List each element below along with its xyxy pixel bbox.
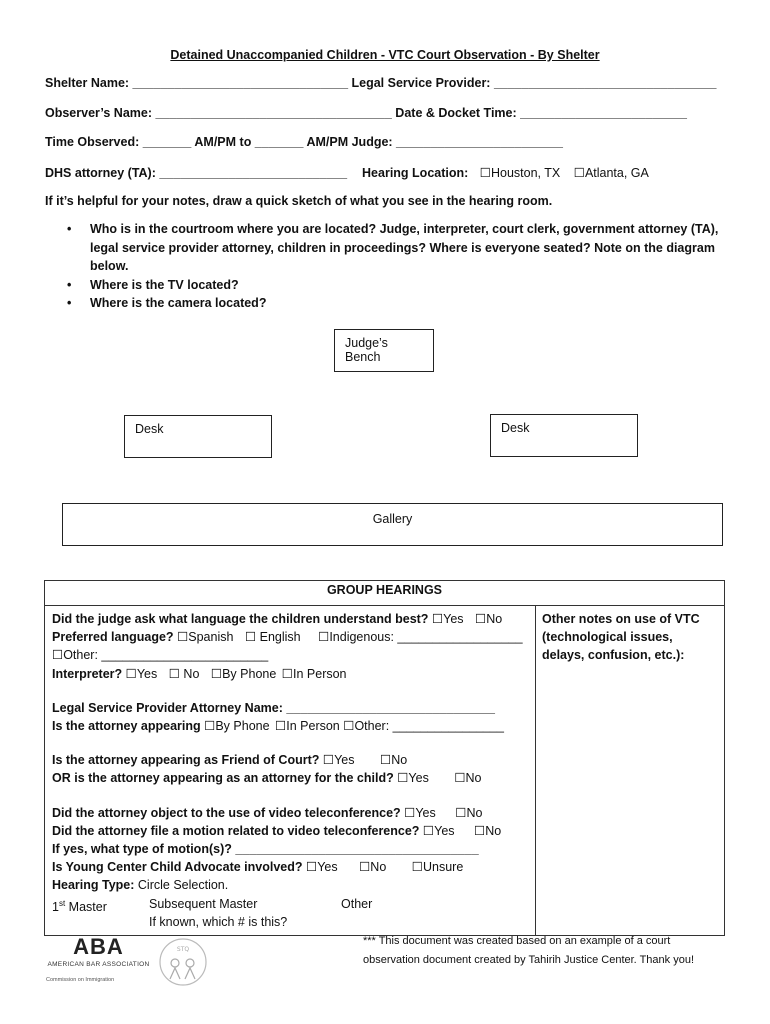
desk-left-label: Desk (135, 422, 164, 436)
young-center-unsure-checkbox[interactable]: ☐Unsure (411, 860, 464, 875)
group-hearings-table (44, 580, 725, 936)
sketch-prompt: If it’s helpful for your notes, draw a quick sketch of what you see in the hearing room. (45, 194, 553, 208)
attorney-name-field[interactable]: Legal Service Provider Attorney Name: ______________________________ (52, 700, 495, 715)
child-attorney-yes-checkbox[interactable]: ☐Yes (397, 771, 429, 786)
interpreter-person-checkbox[interactable]: ☐In Person (281, 666, 347, 681)
preferred-language-row: Preferred language? ☐Spanish ☐ English ☐Indigenous: __________________ (52, 630, 523, 645)
footer-note-line-2: observation document created by Tahirih Justice Center. Thank you! (363, 954, 695, 966)
object-vtc-row: Did the attorney object to the use of video teleconference? ☐Yes ☐No (52, 805, 483, 820)
list-item: • Where is the TV located? (45, 276, 725, 295)
motion-vtc-row: Did the attorney file a motion related to video teleconference? ☐Yes ☐No (52, 823, 502, 838)
aba-logo (46, 935, 151, 990)
instruction-list (45, 220, 725, 313)
seal-logo (158, 937, 208, 987)
first-master-option[interactable]: 1st Master (52, 898, 107, 914)
hearing-type-row: Hearing Type: Circle Selection. (52, 878, 229, 893)
which-number-prompt: If known, which # is this? (149, 914, 288, 929)
notes-label: Other notes on use of VTC (technological issues, delays, confusion, etc.): (542, 612, 700, 663)
aba-logo-text: ABA (73, 934, 124, 959)
notes-cell[interactable] (536, 606, 725, 936)
list-item: • Where is the camera located? (45, 294, 725, 313)
questions-cell (45, 606, 536, 936)
young-center-no-checkbox[interactable]: ☐No (359, 860, 387, 875)
hearing-type-options (52, 895, 528, 913)
friend-of-court-row: Is the attorney appearing as Friend of Court? ☐Yes ☐No (52, 753, 408, 768)
judges-bench-label: Judge’s Bench (345, 336, 388, 364)
interpreter-phone-checkbox[interactable]: ☐By Phone (210, 666, 277, 681)
language-question: Did the judge ask what language the children understand best? ☐Yes ☐No (52, 612, 503, 626)
houston-checkbox[interactable]: ☐Houston, TX (479, 166, 561, 180)
gallery-label: Gallery (372, 512, 413, 526)
interpreter-no-checkbox[interactable]: ☐ No (168, 666, 200, 681)
time-judge-line[interactable]: Time Observed: _______ AM/PM to _______ AM/PM Judge: ________________________ (45, 135, 563, 149)
seal-text: STQ (176, 946, 190, 953)
young-center-yes-checkbox[interactable]: ☐Yes (306, 860, 338, 875)
english-checkbox[interactable]: ☐ English (244, 630, 301, 645)
desk-left-box[interactable] (124, 415, 272, 458)
desk-right-box[interactable] (490, 414, 638, 457)
desk-right-label: Desk (501, 421, 530, 435)
object-no-checkbox[interactable]: ☐No (455, 805, 483, 820)
judges-bench-box[interactable] (334, 329, 434, 372)
attorney-other-checkbox[interactable]: ☐Other: ________________ (343, 719, 504, 734)
dhs-attorney-field[interactable]: DHS attorney (TA): ___________________________ (45, 166, 348, 180)
hearing-location-label: Hearing Location: (362, 166, 469, 180)
child-attorney-no-checkbox[interactable]: ☐No (454, 771, 482, 786)
dhs-location-line (45, 165, 649, 180)
aba-name: AMERICAN BAR ASSOCIATION (47, 961, 150, 968)
attorney-for-child-row: OR is the attorney appearing as an attorney for the child? ☐Yes ☐No (52, 771, 482, 786)
q1-yes-checkbox[interactable]: ☐Yes (431, 612, 464, 626)
motion-type-field[interactable]: If yes, what type of motion(s)? ___________________________________ (52, 842, 479, 857)
object-yes-checkbox[interactable]: ☐Yes (404, 805, 436, 820)
indigenous-checkbox[interactable]: ☐Indigenous: __________________ (318, 630, 523, 645)
observer-date-line[interactable]: Observer’s Name: __________________________________ Date & Docket Time: ________________________ (45, 106, 687, 120)
friend-no-checkbox[interactable]: ☐No (379, 753, 408, 768)
attorney-phone-checkbox[interactable]: ☐By Phone (204, 719, 270, 734)
interpreter-row: Interpreter? ☐Yes ☐ No ☐By Phone ☐In Person (52, 666, 347, 681)
motion-no-checkbox[interactable]: ☐No (474, 823, 502, 838)
list-item: • Who is in the courtroom where you are located? Judge, interpreter, court clerk, government attorney (TA), legal service provider attorney, children in proceedings? Where is everyone seated? Note on the diagram below. (45, 220, 730, 276)
other-hearing-option[interactable]: Other (341, 896, 373, 911)
shelter-provider-line[interactable]: Shelter Name: _______________________________ Legal Service Provider: ________________________________ (45, 76, 717, 90)
footer-note-line-1: *** This document was created based on an example of a court (363, 935, 671, 947)
table-header: GROUP HEARINGS (45, 581, 725, 606)
subsequent-master-option[interactable]: Subsequent Master (149, 896, 258, 911)
document-title: Detained Unaccompanied Children - VTC Court Observation - By Shelter (170, 48, 600, 62)
motion-yes-checkbox[interactable]: ☐Yes (422, 823, 455, 838)
spanish-checkbox[interactable]: ☐Spanish (177, 630, 234, 645)
other-language-checkbox[interactable]: ☐Other: ________________________ (52, 648, 269, 663)
gallery-box[interactable] (62, 503, 723, 546)
attorney-appearing-row: Is the attorney appearing ☐By Phone ☐In Person ☐Other: ________________ (52, 719, 504, 734)
atlanta-checkbox[interactable]: ☐Atlanta, GA (573, 166, 649, 180)
interpreter-yes-checkbox[interactable]: ☐Yes (125, 666, 158, 681)
young-center-row: Is Young Center Child Advocate involved? ☐Yes ☐No ☐Unsure (52, 860, 464, 875)
q1-no-checkbox[interactable]: ☐No (475, 612, 503, 626)
friend-yes-checkbox[interactable]: ☐Yes (322, 753, 355, 768)
attorney-person-checkbox[interactable]: ☐In Person (275, 719, 340, 734)
aba-subtitle: Commission on Immigration (46, 977, 115, 983)
